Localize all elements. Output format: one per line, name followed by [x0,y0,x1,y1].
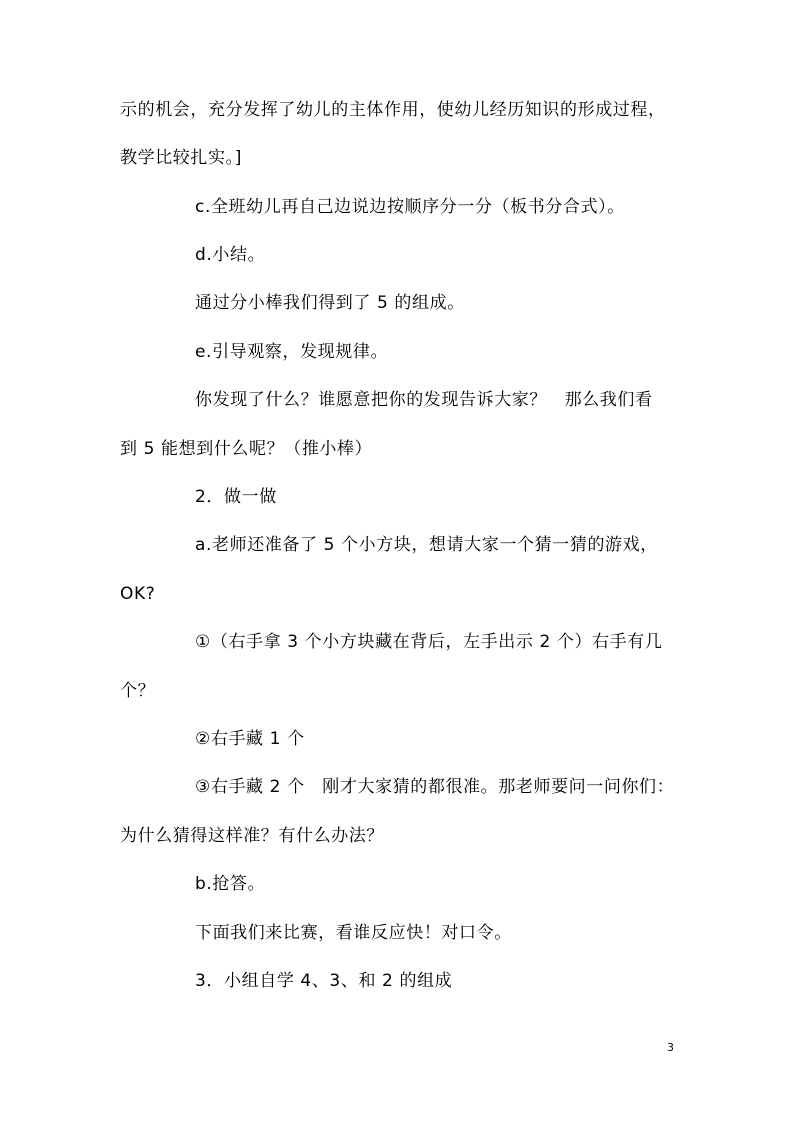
text-line: 通过分小棒我们得到了 5 的组成。 [195,293,465,313]
text-line: 下面我们来比赛，看谁反应快！对口令。 [195,923,512,943]
text-line: a.老师还准备了 5 个小方块，想请大家一个猜一猜的游戏， [195,535,658,555]
text-line: b.抢答。 [195,874,266,894]
text-line: d.小结。 [195,245,266,265]
text-line: e.引导观察，发现规律。 [195,342,389,362]
text-line: 你发现了什么？谁愿意把你的发现告诉大家？ 那么我们看 [195,390,653,410]
text-line: 个？ [120,681,156,701]
text-line: 为什么猜得这样准？有什么办法？ [120,826,384,846]
text-line: c.全班幼儿再自己边说边按顺序分一分（板书分合式）。 [195,197,625,217]
text-line: 到 5 能想到什么呢？（推小棒） [120,439,373,459]
text-line: ①（右手拿 3 个小方块藏在背后，左手出示 2 个）右手有几 [195,632,663,652]
text-line: OK? [120,584,156,604]
text-line: 2．做一做 [195,487,277,507]
page-number: 3 [667,1041,674,1054]
text-line: 3．小组自学 4、3、和 2 的组成 [195,971,453,991]
text-line: ②右手藏 1 个 [195,729,305,749]
text-line: 教学比较扎实。] [120,148,242,168]
text-line: 示的机会，充分发挥了幼儿的主体作用，使幼儿经历知识的形成过程， [120,100,666,120]
text-line: ③右手藏 2 个 刚才大家猜的都很准。那老师要问一问你们： [195,777,675,797]
